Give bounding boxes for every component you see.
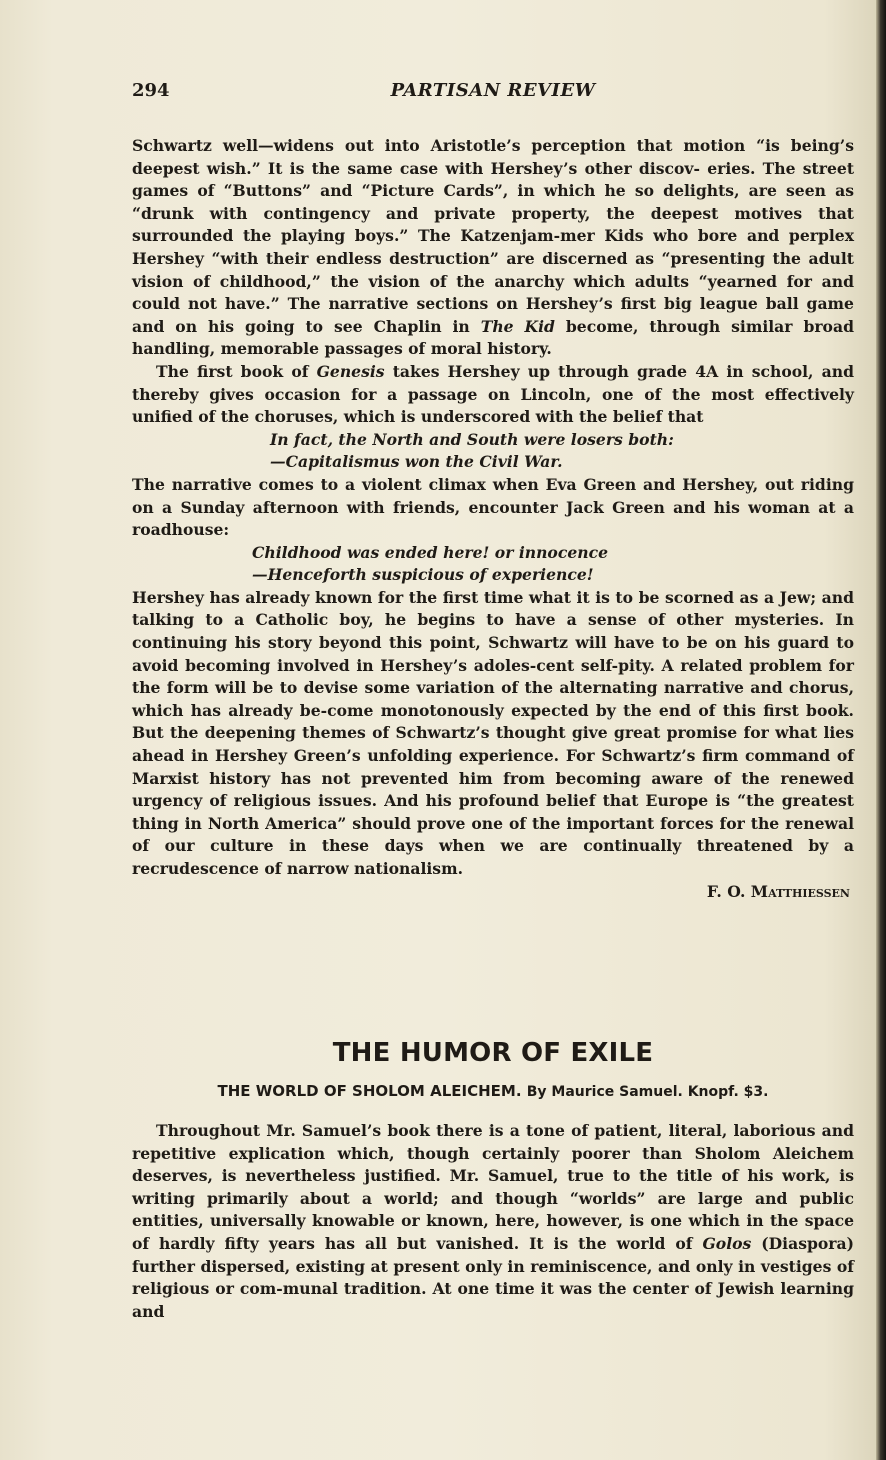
text-line: command of Marxist history has not prevented him from becoming aware xyxy=(132,746,854,788)
text-line: munal tradition. At one time it was the center of Jewish learning and xyxy=(132,1279,854,1321)
text-line: Hershey has already known for the first time what it is to be scorned xyxy=(132,587,734,607)
text-line: memorable passages of moral history. xyxy=(220,339,552,359)
verse-line: Childhood was ended here! or innocence xyxy=(252,542,609,562)
text-line: school, and thereby gives occasion for a passage on Lincoln, one of the xyxy=(132,361,854,404)
text-line: takes Hershey up through grade 4A in xyxy=(392,361,744,381)
text-line: The first book of xyxy=(156,361,309,381)
text-line: the deepest motives that surrounded the playing boys.” The Katzenjam- xyxy=(132,203,855,246)
text-line: other mysteries. In continuing his story beyond this point, Schwartz will xyxy=(132,610,854,653)
text-line: that Europe is “the greatest thing in North America” should prove one xyxy=(132,791,854,833)
text-line: come monotonously expected by the end of this first book. But the xyxy=(132,700,854,743)
review-body-1 xyxy=(132,135,854,903)
book-title-genesis: Genesis xyxy=(316,361,385,381)
verse-line: —Capitalismus won the Civil War. xyxy=(270,452,563,472)
text-line: mer Kids who bore and perplex Hershey “with their endless destruction” xyxy=(132,226,854,268)
text-line: variation of the alternating narrative and chorus, which has already be- xyxy=(132,678,854,720)
text-line: of the important forces for the renewal of our culture in these days when xyxy=(132,813,854,856)
text-line: belief that xyxy=(612,407,704,427)
text-line: laborious and repetitive explication which, though certainly poorer than xyxy=(132,1121,855,1163)
verse-line: In fact, the North and South were losers both: xyxy=(270,429,674,449)
book-spine-shadow xyxy=(876,0,886,1460)
text-line: so delights, are seen as “drunk with contingency and private property, xyxy=(132,181,854,223)
verse-line: —Henceforth suspicious of experience! xyxy=(252,565,594,585)
text-line: of the anarchy which adults “yearned for and could not have.” The xyxy=(132,271,854,314)
term-golos: Golos xyxy=(702,1233,752,1253)
book-title: THE WORLD OF SHOLOM ALEICHEM. xyxy=(217,1082,522,1100)
paragraph-5 xyxy=(132,1120,854,1323)
text-line: become, through similar broad handling, xyxy=(132,316,854,359)
text-line: the title of his work, is writing primarily about a world; and though xyxy=(132,1166,854,1208)
text-line: have to be on his guard to avoid becoming involved in Hershey’s adoles- xyxy=(132,633,854,675)
paragraph-3 xyxy=(132,474,854,542)
text-line: deepening themes of Schwartz’s thought give great promise for what lies xyxy=(204,723,854,743)
text-line: at present only in reminiscence, and only in vestiges of religious or com- xyxy=(132,1256,855,1299)
text-line: Schwartz well—widens out into Aristotle’s perception that motion “is xyxy=(132,136,780,155)
text-line: cent self-pity. A related problem for the form will be to devise some xyxy=(132,655,854,698)
reviewer-signature: F. O. Matthiessen xyxy=(706,881,850,901)
page-header xyxy=(132,80,854,110)
page-number: 294 xyxy=(132,80,170,101)
text-line: Throughout Mr. Samuel’s book there is a tone of patient, literal, xyxy=(156,1121,728,1140)
text-line: we are continually threatened by a recrudescence of narrow nationalism. xyxy=(132,836,854,878)
text-line: of the renewed urgency of religious issues. And his profound belief xyxy=(132,768,854,811)
text-line: as a Jew; and talking to a Catholic boy, he begins to have a sense of xyxy=(132,587,854,630)
text-line: narrative sections on Hershey’s first big league ball game and on his xyxy=(132,294,854,336)
article-headline: THE HUMOR OF EXILE xyxy=(332,1038,654,1068)
paragraph-1 xyxy=(132,135,854,361)
text-line: The narrative comes to a violent climax when Eva Green and Hershey, xyxy=(132,474,759,494)
paragraph-4 xyxy=(132,587,854,881)
text-line: most effectively unified of the choruses, which is underscored with the xyxy=(132,384,854,427)
text-line: ahead in Hershey Green’s unfolding experience. For Schwartz’s firm xyxy=(132,746,739,766)
text-line: “worlds” are large and public entities, universally knowable or known, xyxy=(132,1188,854,1231)
review-body-2 xyxy=(132,1120,854,1323)
text-line: eries. The street games of “Buttons” and “Picture Cards”, in which he xyxy=(132,158,855,201)
text-line: being’s deepest wish.” It is the same case with Hershey’s other discov- xyxy=(132,136,854,178)
text-line: out riding on a Sunday afternoon with friends, encounter Jack Green xyxy=(132,474,854,517)
text-line: are discerned as “presenting the adult vision of childhood,” the vision xyxy=(132,248,854,291)
text-line: and his woman at a roadhouse: xyxy=(132,497,854,540)
text-line: going to see Chaplin in xyxy=(245,316,470,336)
text-line: here, however, is one which in the space of hardly fifty years has all but xyxy=(132,1211,854,1253)
book-meta: By Maurice Samuel. Knopf. $3. xyxy=(526,1084,769,1100)
text-line: vanished. It is the world of xyxy=(436,1233,693,1253)
text-line: (Diaspora) further dispersed, existing xyxy=(132,1233,854,1276)
running-title: PARTISAN REVIEW xyxy=(390,80,596,101)
book-citation xyxy=(132,1082,854,1100)
text-line: Sholom Aleichem deserves, is nevertheless justified. Mr. Samuel, true to xyxy=(132,1143,854,1186)
film-title: The Kid xyxy=(480,316,555,336)
paragraph-2 xyxy=(132,361,854,429)
